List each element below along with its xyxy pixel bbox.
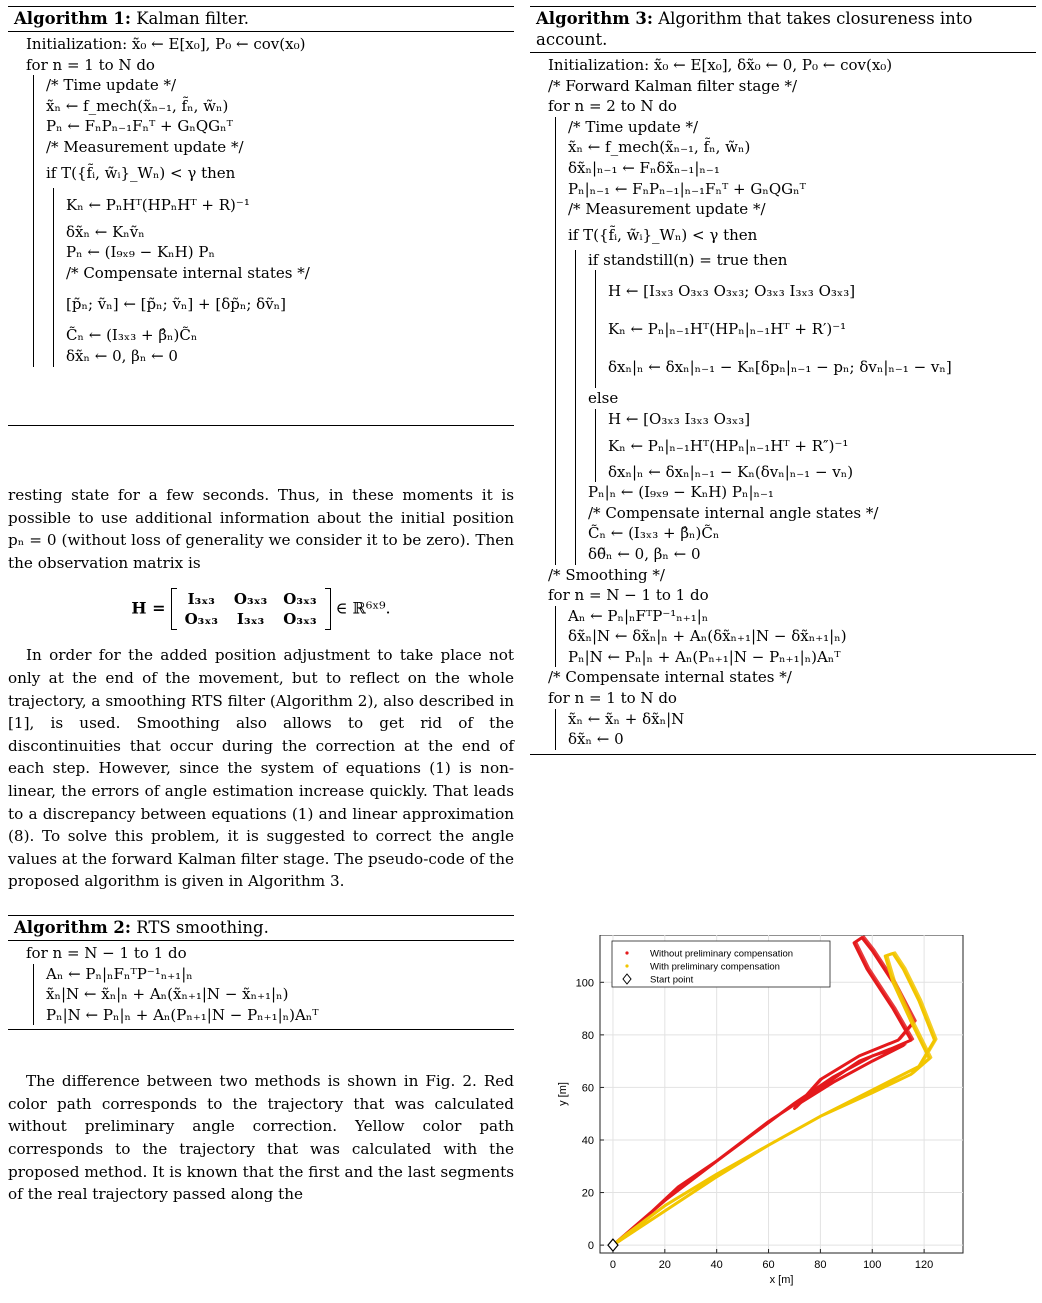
algo-block xyxy=(33,75,514,366)
x-tick-label: 20 xyxy=(658,1259,671,1271)
algorithm-1-label: Algorithm 1: xyxy=(14,9,131,28)
algo-line: Aₙ ← Pₙ|ₙFₙᵀP⁻¹ₙ₊₁|ₙ xyxy=(46,964,193,983)
y-tick-label: 100 xyxy=(575,977,594,990)
algo-comment: /* Compensate internal angle states */ xyxy=(588,503,879,522)
algo-line: δx̃ₙ ← 0, βₙ ← 0 xyxy=(66,346,178,365)
algo-line: δxₙ|ₙ ← δxₙ|ₙ₋₁ − Kₙ[δpₙ|ₙ₋₁ − pₙ; δvₙ|ₙ₋₁ − vₙ] xyxy=(608,358,952,377)
algo-line: Initialization: x̃₀ ← E[x₀], P₀ ← cov(x₀) xyxy=(26,35,306,53)
algo-line: H ← [O₃ₓ₃ I₃ₓ₃ O₃ₓ₃] xyxy=(608,409,751,428)
algorithm-1 xyxy=(8,6,514,426)
algo-line: Kₙ ← Pₙ|ₙ₋₁Hᵀ(HPₙ|ₙ₋₁Hᵀ + R″)⁻¹ xyxy=(608,436,849,455)
algo-line: for n = 1 to N do xyxy=(548,689,677,708)
legend-marker-1 xyxy=(625,964,628,967)
legend-label-2: Start point xyxy=(650,974,694,986)
x-tick-label: 80 xyxy=(814,1259,827,1271)
algo-line: x̃ₙ ← f_mech(x̃ₙ₋₁, f̃ₙ, w̃ₙ) xyxy=(568,138,751,157)
paragraph-3: The difference between two methods is shown in Fig. 2. Red color path corresponds to the trajectory that was calculated without preliminary angle correction. Yellow color path corresponds to the trajectory that was calculated with the proposed method. It is known that the first and the last segments of the real trajectory passed along the xyxy=(8,1072,514,1204)
algo-block xyxy=(595,409,1036,482)
algo-line: Pₙ|N ← Pₙ|ₙ + Aₙ(Pₙ₊₁|N − Pₙ₊₁|ₙ)Aₙᵀ xyxy=(568,647,841,666)
algo-comment: /* Measurement update */ xyxy=(46,137,244,156)
algo-line: if T({f̃ᵢ, w̃ᵢ}_Wₙ) < γ then xyxy=(46,163,236,182)
matrix-cell: O₃ₓ₃ xyxy=(184,610,218,629)
algo-comment: /* Compensate internal states */ xyxy=(66,263,310,282)
equation-rhs: ∈ ℝ⁶ˣ⁹. xyxy=(335,598,391,618)
algorithm-3-title: Algorithm that takes closureness into account. xyxy=(536,9,973,49)
matrix-cell: I₃ₓ₃ xyxy=(187,590,215,609)
algorithm-3-body xyxy=(530,53,1036,754)
matrix-cell: O₃ₓ₃ xyxy=(283,590,317,609)
matrix-cell: O₃ₓ₃ xyxy=(233,590,268,609)
algo-line: Kₙ ← Pₙ|ₙ₋₁Hᵀ(HPₙ|ₙ₋₁Hᵀ + R′)⁻¹ xyxy=(608,320,847,339)
algo-line: C̃ₙ ← (I₃ₓ₃ + β̂ₙ)C̃ₙ xyxy=(66,326,198,345)
paragraph-1: resting state for a few seconds. Thus, in these moments it is possible to use additional information about the initial position pₙ = 0 (without loss of generality we consider it to be zero). Then the observation matrix is xyxy=(8,486,514,572)
trajectory-chart xyxy=(548,935,1032,1303)
y-tick-label: 80 xyxy=(581,1029,594,1042)
algorithm-3-header xyxy=(530,7,1036,53)
algorithm-2-body xyxy=(8,941,514,1029)
algo-block xyxy=(33,964,514,1026)
algo-line: Pₙ|ₙ ← (I₉ₓ₉ − KₙH) Pₙ|ₙ₋₁ xyxy=(588,483,774,502)
algo-block xyxy=(555,117,1036,565)
algo-line: Pₙ ← FₙPₙ₋₁Fₙᵀ + GₙQGₙᵀ xyxy=(46,117,233,136)
algo-line: Kₙ ← PₙHᵀ(HPₙHᵀ + R)⁻¹ xyxy=(66,195,250,214)
x-axis-label: x [m] xyxy=(769,1274,794,1286)
x-tick-label: 120 xyxy=(914,1259,934,1271)
algo-line: δxₙ|ₙ ← δxₙ|ₙ₋₁ − Kₙ(δvₙ|ₙ₋₁ − vₙ) xyxy=(608,462,854,481)
algo-comment: /* Forward Kalman filter stage */ xyxy=(548,76,798,95)
algo-line: δx̃ₙ|N ← δx̃ₙ|ₙ + Aₙ(δx̃ₙ₊₁|N − δx̃ₙ₊₁|ₙ) xyxy=(568,627,847,646)
algorithm-2 xyxy=(8,915,514,1030)
left-column xyxy=(8,6,514,1206)
algorithm-3-label: Algorithm 3: xyxy=(536,9,653,28)
observation-matrix-equation xyxy=(8,588,514,630)
matrix-cell: I₃ₓ₃ xyxy=(236,610,265,629)
algorithm-1-body xyxy=(8,32,514,371)
algo-line: Pₙ|ₙ₋₁ ← FₙPₙ₋₁|ₙ₋₁Fₙᵀ + GₙQGₙᵀ xyxy=(568,179,806,198)
legend-label-1: With preliminary compensation xyxy=(650,961,780,973)
x-tick-label: 0 xyxy=(609,1259,617,1271)
algorithm-2-header xyxy=(8,916,514,941)
algo-line: H ← [I₃ₓ₃ O₃ₓ₃ O₃ₓ₃; O₃ₓ₃ I₃ₓ₃ O₃ₓ₃] xyxy=(608,282,856,301)
algo-line: x̃ₙ|N ← x̃ₙ|ₙ + Aₙ(x̃ₙ₊₁|N − x̃ₙ₊₁|ₙ) xyxy=(46,985,289,1004)
algo-line: Aₙ ← Pₙ|ₙFᵀP⁻¹ₙ₊₁|ₙ xyxy=(568,606,709,625)
algo-block xyxy=(575,250,1036,565)
algo-line: if T({f̃ᵢ, w̃ᵢ}_Wₙ) < γ then xyxy=(568,225,758,244)
algo-comment: /* Compensate internal states */ xyxy=(548,668,792,687)
matrix-cell: O₃ₓ₃ xyxy=(283,610,317,629)
paragraph-2: In order for the added position adjustment to take place not only at the end of the movement, but to reflect on the whole trajectory, a smoothing RTS filter (Algorithm 2), also described in [1], is used. Smoothing also allows to get rid of the discontinuities that occur during the correction at the end of each step. However, since the system of equations (1) is non-linear, the errors of angle estimation increase quickly. That leads to a discrepancy between equations (1) and linear approximation (8). To solve this problem, it is suggested to correct the angle values at the forward Kalman filter stage. The pseudo-code of the proposed algorithm is given in Algorithm 3. xyxy=(8,646,514,891)
algo-line: Initialization: x̃₀ ← E[x₀], δx̃₀ ← 0, P₀ ← cov(x₀) xyxy=(548,56,893,74)
y-tick-label: 0 xyxy=(587,1240,594,1253)
y-axis-label: y [m] xyxy=(557,1082,569,1106)
legend-marker-0 xyxy=(625,951,628,954)
algo-block xyxy=(595,270,1036,388)
algo-line: Pₙ ← (I₉ₓ₉ − KₙH) Pₙ xyxy=(66,243,215,262)
algo-line: δx̃ₙ|ₙ₋₁ ← Fₙδx̃ₙ₋₁|ₙ₋₁ xyxy=(568,158,720,177)
algo-line: for n = N − 1 to 1 do xyxy=(26,943,187,962)
right-column xyxy=(530,6,1036,755)
y-tick-label: 40 xyxy=(581,1134,594,1147)
algorithm-2-label: Algorithm 2: xyxy=(14,917,131,937)
algo-block xyxy=(555,606,1036,668)
algo-line: for n = 2 to N do xyxy=(548,97,677,116)
y-tick-label: 20 xyxy=(581,1187,594,1200)
algo-line: x̃ₙ ← f_mech(x̃ₙ₋₁, f̃ₙ, w̃ₙ) xyxy=(46,96,229,115)
algo-line: Pₙ|N ← Pₙ|ₙ + Aₙ(Pₙ₊₁|N − Pₙ₊₁|ₙ)Aₙᵀ xyxy=(46,1005,319,1024)
algorithm-1-header xyxy=(8,7,514,32)
x-tick-label: 60 xyxy=(762,1259,775,1271)
legend-label-0: Without preliminary compensation xyxy=(650,948,794,960)
algo-line: δθ̃ₙ ← 0, βₙ ← 0 xyxy=(588,544,701,563)
algo-block xyxy=(53,188,514,367)
equation-lhs: H = xyxy=(131,598,166,618)
x-tick-label: 40 xyxy=(710,1259,723,1271)
algorithm-1-title: Kalman filter. xyxy=(136,9,250,28)
x-tick-label: 100 xyxy=(863,1259,882,1271)
algo-comment: /* Measurement update */ xyxy=(568,200,766,219)
y-tick-label: 60 xyxy=(581,1082,594,1095)
algo-line: if standstill(n) = true then xyxy=(588,250,788,269)
algo-line: for n = N − 1 to 1 do xyxy=(548,586,709,605)
algo-line: δx̃ₙ ← 0 xyxy=(568,730,624,749)
algo-line: for n = 1 to N do xyxy=(26,55,155,74)
algo-line: [p̃ₙ; ṽₙ] ← [p̃ₙ; ṽₙ] + [δp̃ₙ; δṽₙ] xyxy=(66,295,287,314)
algo-line: C̃ₙ ← (I₃ₓ₃ + β̂ₙ)C̃ₙ xyxy=(588,524,720,543)
algo-comment: /* Smoothing */ xyxy=(548,565,665,584)
algo-line: x̃ₙ ← x̃ₙ + δx̃ₙ|N xyxy=(568,709,685,728)
equation-matrix xyxy=(171,588,331,630)
algo-comment: /* Time update */ xyxy=(46,76,177,95)
algo-line: else xyxy=(588,389,619,408)
algo-comment: /* Time update */ xyxy=(568,117,699,136)
algorithm-2-title: RTS smoothing. xyxy=(136,917,269,937)
algo-block xyxy=(555,709,1036,750)
algo-line: δx̃ₙ ← Kₙṽₙ xyxy=(66,222,145,241)
algorithm-3 xyxy=(530,6,1036,755)
